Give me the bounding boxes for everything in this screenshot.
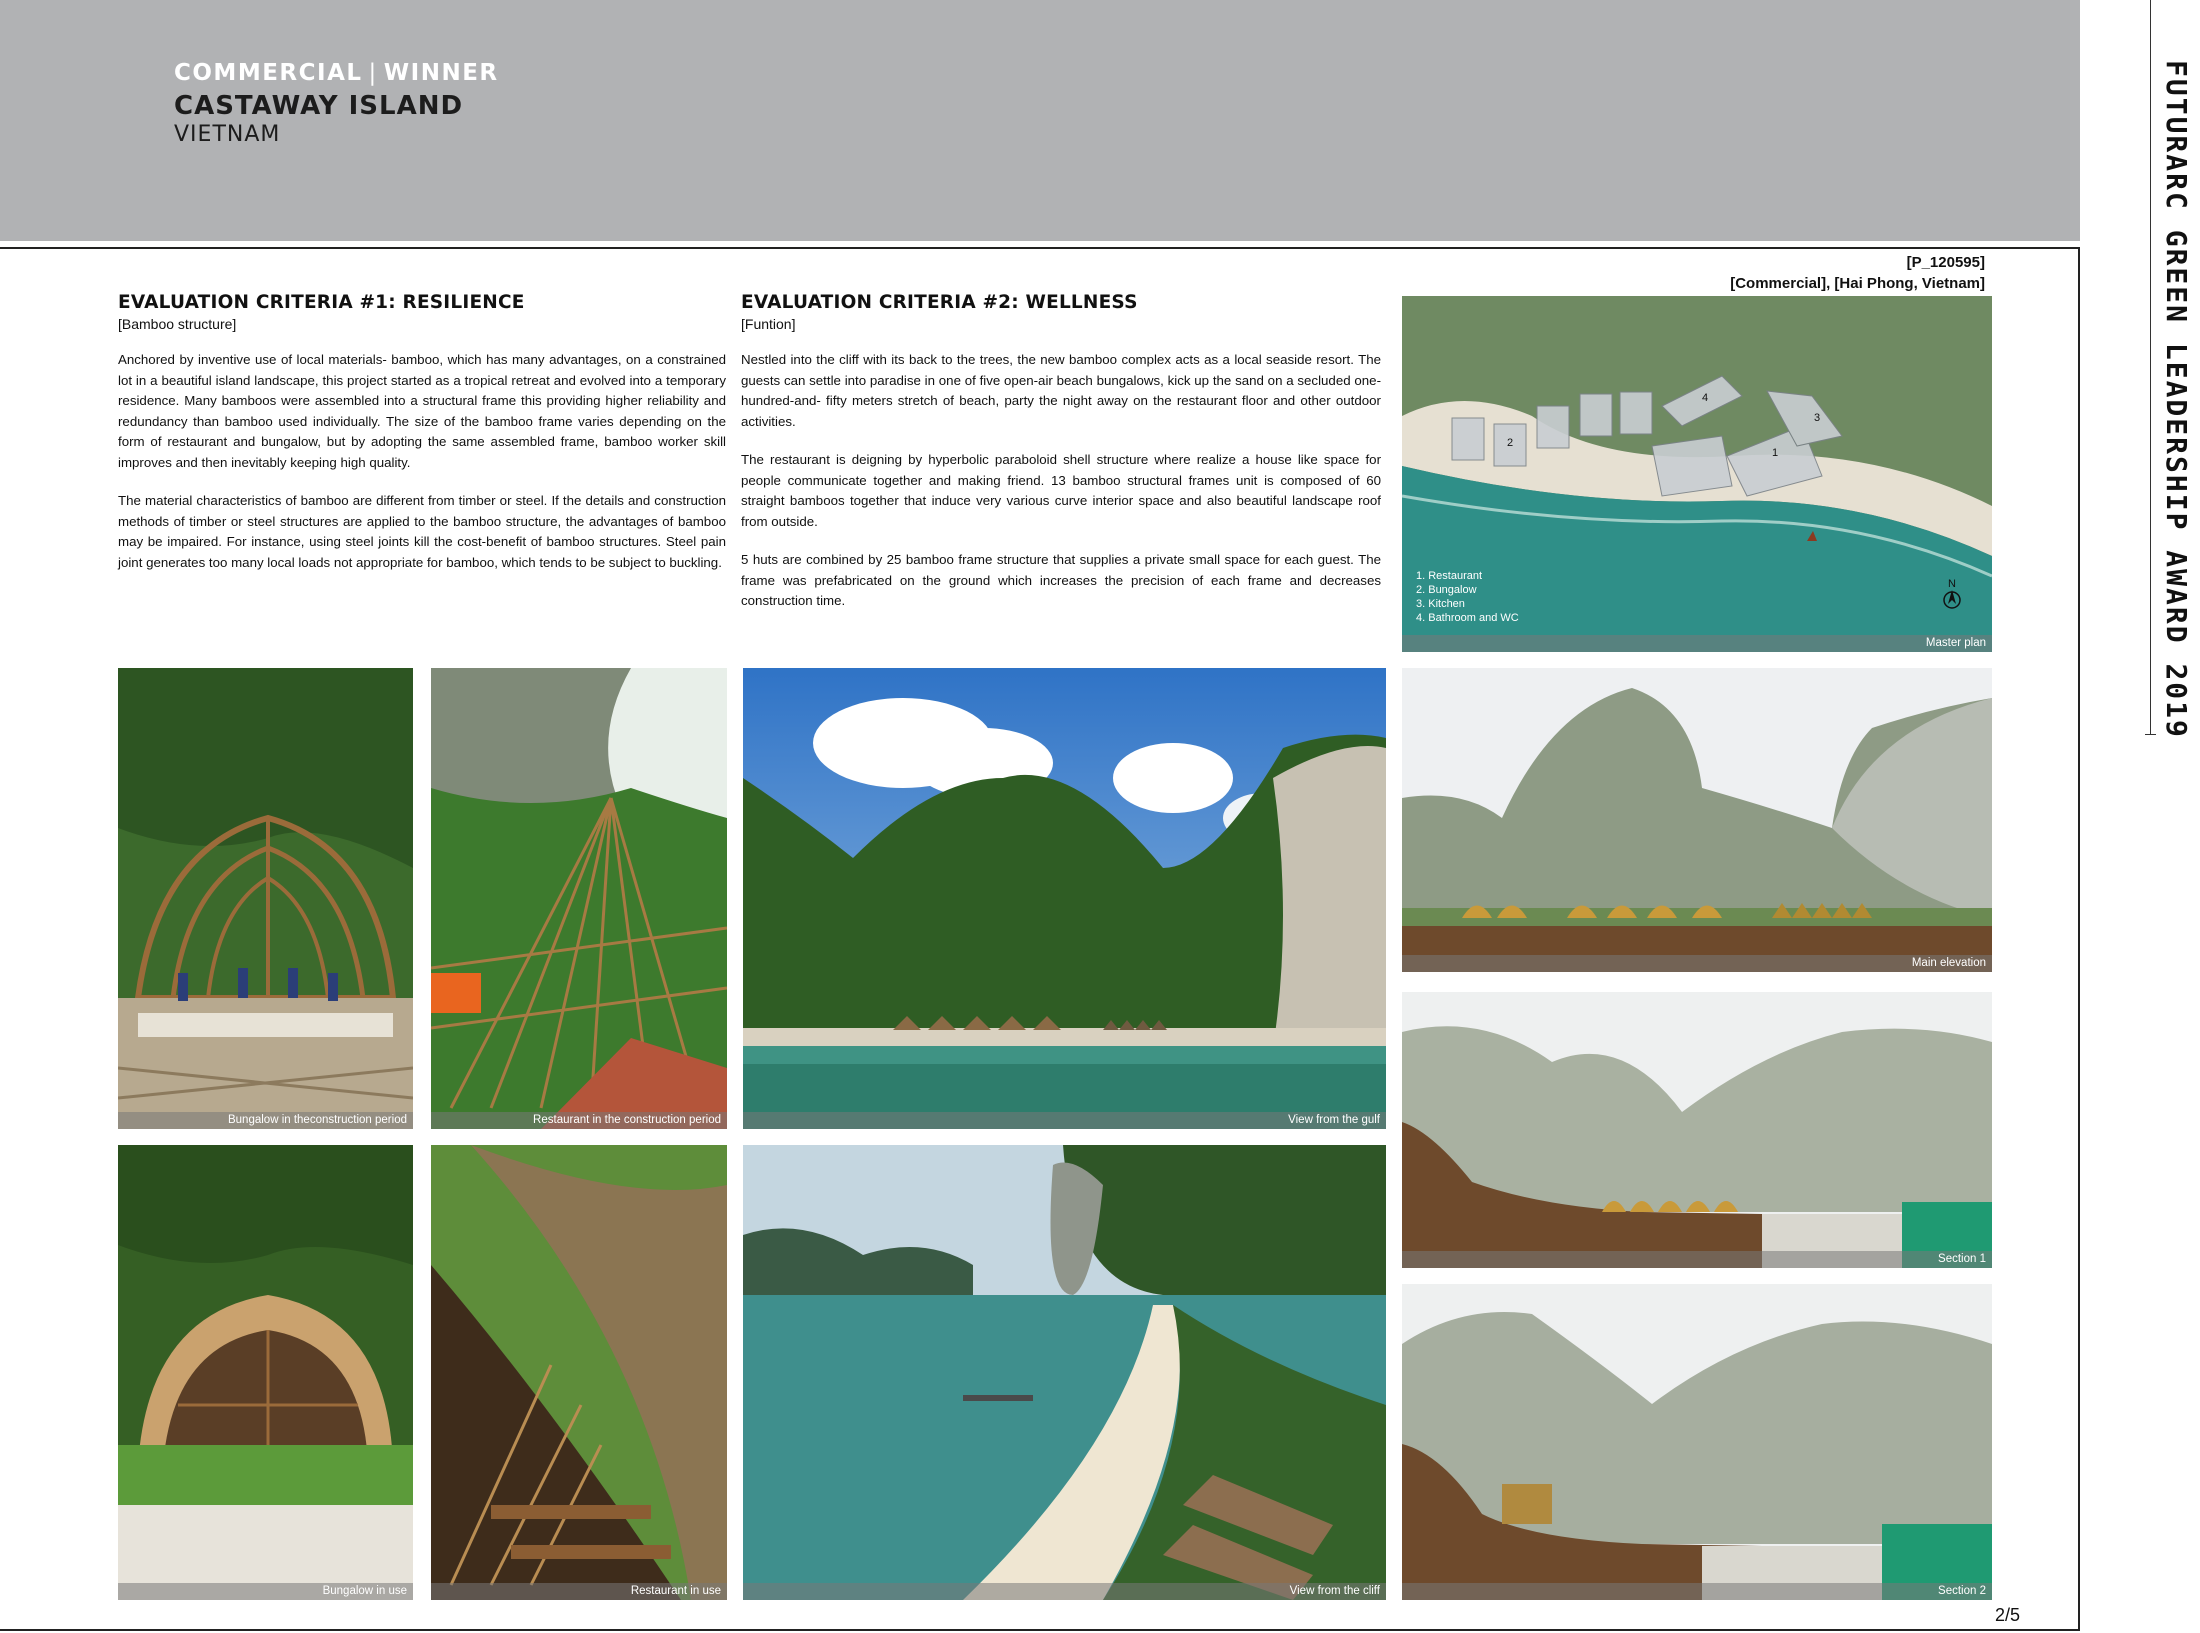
master-plan-image <box>1402 296 1992 652</box>
project-id-block <box>1730 252 1985 294</box>
criteria1-subtitle: [Bamboo structure] <box>118 316 237 332</box>
header-band <box>0 0 2080 241</box>
project-tags: [Commercial], [Hai Phong, Vietnam] <box>1730 275 1985 292</box>
criteria2-column <box>741 292 1381 612</box>
page-number: 2/5 <box>1995 1605 2021 1625</box>
project-country: VIETNAM <box>174 122 281 147</box>
drawing-section-1 <box>1402 992 1992 1268</box>
plan-label-restaurant: 1 <box>1772 447 1779 459</box>
photo-view-from-gulf <box>743 668 1386 1129</box>
legend-item-4: 4. Bathroom and WC <box>1416 612 1519 624</box>
criteria1-paragraph-2: The material characteristics of bamboo are different from timber or steel. If the details and construction methods of timber or steel structures are applied to the bamboo structure, the advantages of bamboo may be impaired. For instance, using steel joints kill the cost-benefit of bamboo structures. Steel pain joint generates too many local loads not appropriate for bamboo, which tends to be subject to buckling. <box>118 493 726 570</box>
plan-label-kitchen: 3 <box>1814 412 1821 424</box>
photo-bungalow-in-use <box>118 1145 413 1600</box>
side-award-title: FUTURARC GREEN LEADERSHIP AWARD 2019 <box>2160 60 2193 739</box>
side-rule <box>2150 0 2151 734</box>
master-plan-caption: Master plan <box>1402 635 1992 652</box>
criteria2-paragraph-1: Nestled into the cliff with its back to the trees, the new bamboo complex acts as a local seaside resort. The guests can settle into paradise in one of five open-air beach bungalows, kick up the sand on a secluded one-hundred-and- fifty meters stretch of beach, party the night away on the restaurant floor and other outdoor activities. <box>741 352 1381 429</box>
caption-main-elevation: Main elevation <box>1402 955 1992 972</box>
north-label: N <box>1948 578 1956 590</box>
caption-view-from-gulf: View from the gulf <box>743 1112 1386 1129</box>
criteria2-title: EVALUATION CRITERIA #2: WELLNESS <box>741 292 1138 313</box>
plan-label-bungalow: 2 <box>1507 437 1514 449</box>
caption-restaurant-in-use: Restaurant in use <box>431 1583 727 1600</box>
category-separator: | <box>368 60 378 86</box>
caption-section-2: Section 2 <box>1402 1583 1992 1600</box>
plan-label-bathroom: 4 <box>1702 392 1709 404</box>
photo-restaurant-construction <box>431 668 727 1129</box>
caption-section-1: Section 1 <box>1402 1251 1992 1268</box>
criteria1-column <box>118 292 726 573</box>
drawing-section-2 <box>1402 1284 1992 1600</box>
caption-restaurant-construction: Restaurant in the construction period <box>431 1112 727 1129</box>
photo-view-from-cliff <box>743 1145 1386 1600</box>
award-status: WINNER <box>383 60 499 86</box>
legend-item-1: 1. Restaurant <box>1416 570 1483 582</box>
criteria2-paragraph-2: The restaurant is deigning by hyperbolic paraboloid shell structure where realize a house like space for people communicate together and making friend. 13 bamboo structural frames unit is composed of 60 straight bamboos together that induce very various curve interior space and also beautiful landscape roof from outside. <box>741 452 1381 529</box>
category-line <box>174 60 499 86</box>
side-rule-tick <box>2145 734 2156 735</box>
master-plan-legend <box>1416 569 1519 625</box>
criteria1-paragraph-1: Anchored by inventive use of local materials- bamboo, which has many advantages, on a constrained lot in a beautiful island landscape, this project started as a tropical retreat and evolved into a temporary residence. Many bamboos were assembled into a structural frame this providing higher reliability and redundancy than bamboo used individually. The size of the bamboo frame varies depending on the form of restaurant and bungalow, but by adopting the same assembled frame, bamboo worker skill improves and then inevitably keeping high quality. <box>118 352 726 470</box>
photo-restaurant-in-use <box>431 1145 727 1600</box>
caption-bungalow-in-use: Bungalow in use <box>118 1583 413 1600</box>
legend-item-2: 2. Bungalow <box>1416 584 1477 596</box>
criteria2-subtitle: [Funtion] <box>741 316 796 332</box>
caption-view-from-cliff: View from the cliff <box>743 1583 1386 1600</box>
drawing-main-elevation <box>1402 668 1992 972</box>
criteria2-paragraph-3: 5 huts are combined by 25 bamboo frame structure that supplies a private small space for each guest. The frame was prefabricated on the ground which increases the precision of each frame and decreases construction time. <box>741 552 1381 608</box>
project-title: CASTAWAY ISLAND <box>174 91 464 121</box>
photo-bungalow-construction <box>118 668 413 1129</box>
category-label: COMMERCIAL <box>174 60 363 86</box>
caption-bungalow-construction: Bungalow in theconstruction period <box>118 1112 413 1129</box>
project-code: [P_120595] <box>1906 254 1985 271</box>
legend-item-3: 3. Kitchen <box>1416 598 1465 610</box>
criteria1-title: EVALUATION CRITERIA #1: RESILIENCE <box>118 292 525 313</box>
